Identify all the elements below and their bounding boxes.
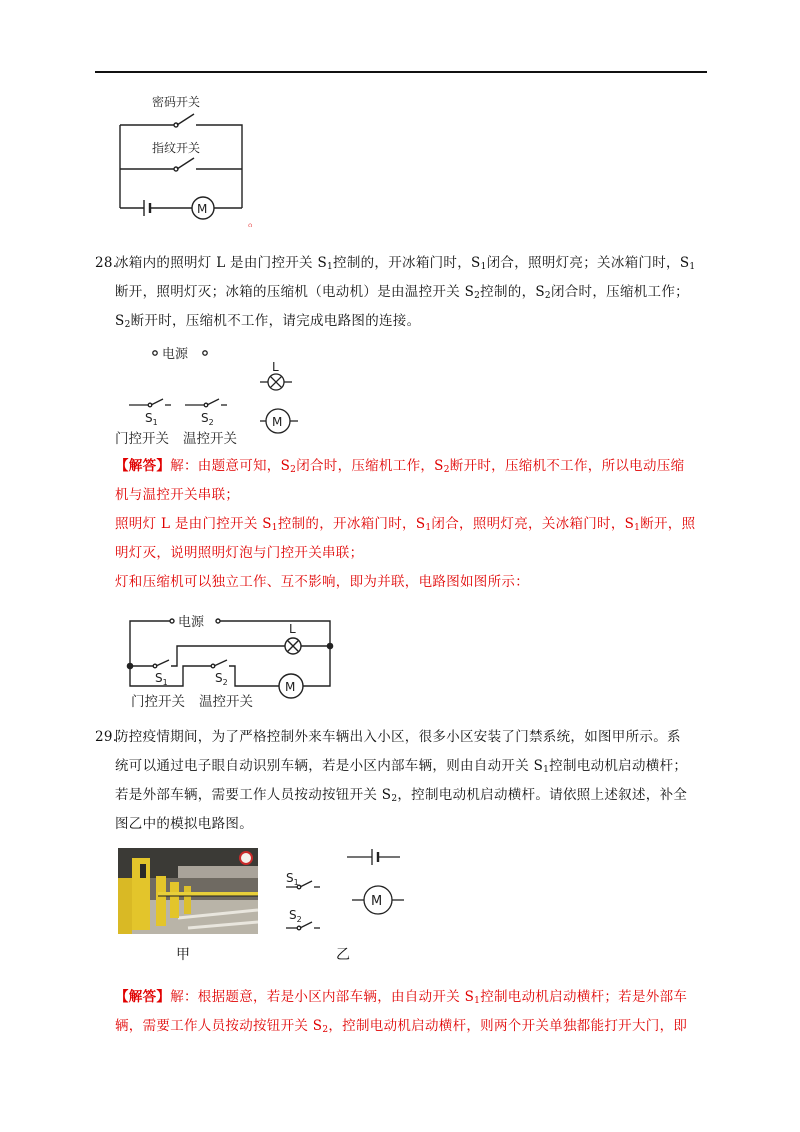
door-switch-blade — [151, 399, 163, 405]
answer-29 — [115, 983, 710, 1041]
question-number: 29. — [95, 729, 118, 745]
question-28 — [95, 249, 710, 336]
s2-switch-blade — [300, 922, 312, 928]
answer-28-line-5: 灯和压缩机可以独立工作、互不影响，即为并联，电路图如图所示： — [115, 574, 529, 590]
gate-barrier-photo — [118, 848, 258, 934]
door-switch-label: 门控开关 — [115, 431, 169, 447]
junction-dot — [327, 643, 332, 648]
terminal — [153, 351, 157, 355]
question-29-line-4: 图乙中的模拟电路图。 — [115, 816, 253, 832]
terminal — [170, 619, 174, 623]
wire — [130, 621, 170, 666]
trailing-mark: 。 — [248, 215, 261, 227]
temp-switch-blade — [214, 660, 227, 666]
answer-28-line-2: 机与温控开关串联； — [115, 487, 240, 503]
answer-28-line-4: 明灯灭，说明照明灯泡与门控开关串联； — [115, 545, 364, 561]
door-switch-blade — [156, 660, 169, 666]
answer-tag: 【解答】 — [115, 458, 171, 474]
wire — [196, 125, 242, 208]
question-29-line-3: 若是外部车辆，需要工作人员按动按钮开关 $S_2$，控制电动机启动横杆。请依照上述叙述，补全 — [115, 787, 688, 804]
s1-label: $S_1$ — [155, 671, 168, 687]
fridge-components-diagram — [115, 342, 315, 448]
wire — [229, 666, 279, 686]
motor-label: M — [272, 415, 283, 429]
fridge-solution-circuit — [125, 606, 340, 714]
photo-caption: 甲 — [176, 947, 190, 963]
motor-label: M — [285, 680, 296, 694]
fingerprint-switch-label: 指纹开关 — [152, 141, 201, 155]
answer-tag: 【解答】 — [115, 989, 171, 1005]
power-label: 电源 — [162, 347, 189, 362]
lamp-label: L — [289, 622, 296, 636]
s1-switch-blade — [300, 881, 312, 887]
wire — [130, 666, 211, 686]
gate-barrier-illustration — [118, 848, 258, 934]
terminal — [203, 351, 207, 355]
temp-switch-label: 温控开关 — [199, 694, 253, 710]
gate-components-diagram — [280, 840, 440, 940]
password-switch-label: 密码开关 — [152, 95, 201, 109]
question-29-line-1: 防控疫情期间，为了严格控制外来车辆出入小区，很多小区安装了门禁系统，如图甲所示。系 — [115, 729, 681, 745]
circuit-caption: 乙 — [336, 947, 350, 963]
lamp-label: L — [272, 360, 279, 374]
s2-label: $S_2$ — [215, 671, 228, 687]
temp-switch-label: 温控开关 — [183, 431, 237, 447]
password-switch-blade — [177, 114, 194, 125]
lamp-cross — [287, 640, 298, 651]
motor-label: M — [371, 894, 383, 909]
s1-label: $S_1$ — [145, 411, 158, 427]
question-number: 28. — [95, 255, 118, 271]
question-29 — [95, 723, 710, 839]
question-29-line-2: 统可以通过电子眼自动识别车辆，若是小区内部车辆，则由自动开关 $S_1$控制电动机启动横杆； — [115, 758, 688, 775]
temp-switch-blade — [207, 399, 219, 405]
motor-label: M — [197, 202, 208, 216]
terminal — [216, 619, 220, 623]
answer-29-line-2: 辆，需要工作人员按动按钮开关 $S_2$，控制电动机启动横杆，则两个开关单独都能打开大门，即 — [115, 1018, 688, 1035]
s2-label: $S_2$ — [201, 411, 214, 427]
fingerprint-switch-blade — [177, 158, 194, 169]
s2-label: $S_2$ — [289, 908, 302, 924]
door-switch-label: 门控开关 — [131, 694, 185, 710]
junction-dot — [127, 663, 132, 668]
question-28-line-3: $S_2$断开时，压缩机不工作，请完成电路图的连接。 — [115, 313, 421, 330]
power-label: 电源 — [178, 615, 205, 630]
answer-29-line-1: 【解答】解：根据题意，若是小区内部车辆，由自动开关 $S_1$控制电动机启动横杆；若是外部车 — [115, 989, 688, 1006]
answer-28 — [115, 452, 710, 597]
question-28-line-1: 冰箱内的照明灯 L 是由门控开关 $S_1$控制的，开冰箱门时，$S_1$闭合，照明灯亮；关冰箱门时，$S_1$ — [115, 255, 696, 272]
header-rule — [95, 71, 707, 73]
lamp-cross — [270, 376, 281, 387]
parallel-switch-circuit-diagram — [110, 92, 270, 227]
answer-28-line-1: 【解答】解：由题意可知，$S_2$闭合时，压缩机工作，$S_2$断开时，压缩机不工作，所以电动压缩 — [115, 458, 685, 475]
wire — [171, 646, 285, 666]
wire — [220, 621, 330, 686]
question-28-line-2: 断开，照明灯灭；冰箱的压缩机（电动机）是由温控开关 $S_2$控制的，$S_2$闭合时，压缩机工作； — [115, 284, 689, 301]
s1-label: $S_1$ — [286, 871, 299, 887]
answer-28-line-3: 照明灯 L 是由门控开关 $S_1$控制的，开冰箱门时，$S_1$闭合，照明灯亮，关冰箱门时，$S_1$断开，照 — [115, 516, 696, 533]
